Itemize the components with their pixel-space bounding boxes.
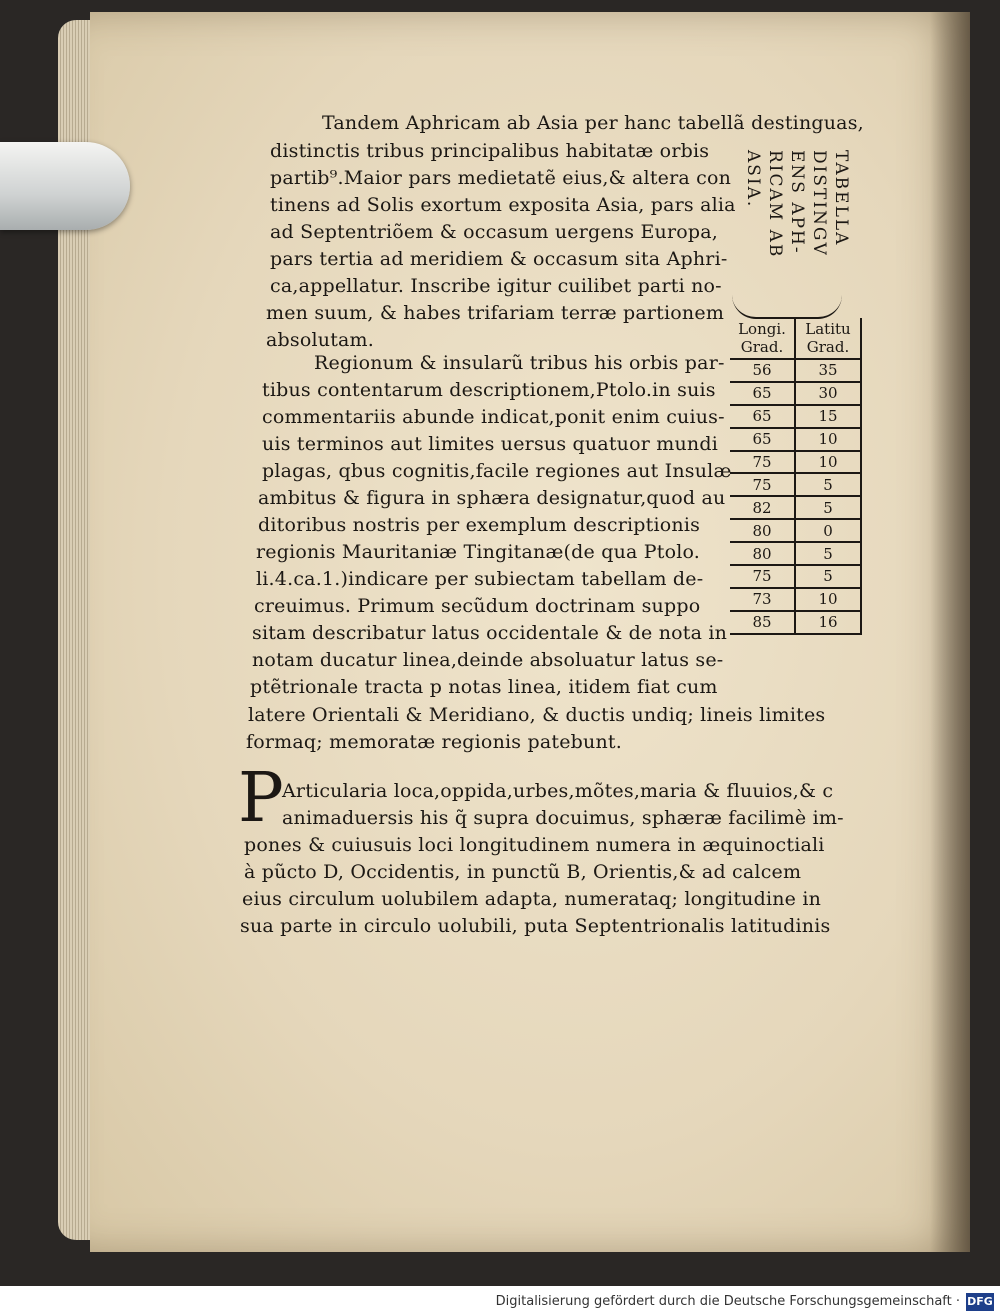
table-row xyxy=(730,451,861,474)
latitude-cell: 0 xyxy=(795,519,861,542)
text-line: tinens ad Solis exortum exposita Asia, pars alia xyxy=(270,194,736,216)
table-header-row xyxy=(730,318,861,359)
latitude-cell: 5 xyxy=(795,473,861,496)
funding-credit: Digitalisierung gefördert durch die Deutsche Forschungsgemeinschaft · xyxy=(495,1294,960,1309)
text-line: men suum, & habes trifariam terræ partionem xyxy=(266,302,725,324)
book-gutter xyxy=(930,12,970,1252)
latitude-cell: 5 xyxy=(795,565,861,588)
longitude-cell: 73 xyxy=(730,588,795,611)
text-line: ambitus & figura in sphæra designatur,quod au xyxy=(258,487,726,509)
longitude-cell: 75 xyxy=(730,451,795,474)
side-title xyxy=(742,150,852,258)
header-unit: Grad. xyxy=(806,338,850,356)
longitude-cell: 82 xyxy=(730,496,795,519)
text-line: commentariis abunde indicat,ponit enim cuius- xyxy=(262,406,725,428)
text-line: pars tertia ad meridiem & occasum sita Aphri- xyxy=(270,248,728,270)
header-label: Latitu xyxy=(805,320,851,338)
text-line: animaduersis his q̃ supra docuimus, sphæræ facilimè im- xyxy=(282,807,844,829)
page-clip xyxy=(0,142,130,230)
latitude-cell: 16 xyxy=(795,611,861,634)
text-line: uis terminos aut limites uersus quatuor mundi xyxy=(262,433,719,455)
latitude-cell: 10 xyxy=(795,588,861,611)
latitude-cell: 15 xyxy=(795,405,861,428)
side-title-line: ENS APH- xyxy=(787,150,807,255)
text-line: li.4.ca.1.)indicare per subiectam tabellam de- xyxy=(256,568,704,590)
brace xyxy=(732,295,842,319)
longitude-cell: 65 xyxy=(730,428,795,451)
text-line: eius circulum uolubilem adapta, numerataq; longitudine in xyxy=(242,888,822,910)
dfg-logo: DFG xyxy=(966,1293,994,1311)
text-line: notam ducatur linea,deinde absoluatur latus se- xyxy=(252,649,724,671)
text-line: absolutam. xyxy=(266,329,375,351)
text-line: ditoribus nostris per exemplum descriptionis xyxy=(258,514,701,536)
table-row xyxy=(730,542,861,565)
text-line: latere Orientali & Meridiano, & ductis undiq; lineis limites xyxy=(248,704,826,726)
footer-bar xyxy=(0,1286,1000,1316)
longitude-cell: 65 xyxy=(730,382,795,405)
latitude-cell: 10 xyxy=(795,428,861,451)
latitude-cell: 5 xyxy=(795,542,861,565)
column-header-longitude xyxy=(730,318,795,359)
coordinate-table xyxy=(730,318,862,635)
longitude-cell: 85 xyxy=(730,611,795,634)
table-row xyxy=(730,611,861,634)
text-line: sitam describatur latus occidentale & de nota in xyxy=(252,622,728,644)
text-line: creuimus. Primum secũdum doctrinam suppo xyxy=(254,595,701,617)
column-header-latitude xyxy=(795,318,861,359)
text-line: ca,appellatur. Inscribe igitur cuilibet parti no- xyxy=(270,275,722,297)
latitude-cell: 10 xyxy=(795,451,861,474)
text-line: Articularia loca,oppida,urbes,mõtes,maria & fluuios,& c xyxy=(282,780,834,802)
table-row xyxy=(730,565,861,588)
longitude-cell: 56 xyxy=(730,359,795,382)
side-title-line: TABELLA xyxy=(831,150,851,247)
longitude-cell: 65 xyxy=(730,405,795,428)
header-label: Longi. xyxy=(738,320,786,338)
table-row xyxy=(730,588,861,611)
text-line: plagas, qbus cognitis,facile regiones aut Insulæ xyxy=(262,460,732,482)
table-row xyxy=(730,519,861,542)
side-title-line: DISTINGV xyxy=(809,150,829,257)
latitude-cell: 5 xyxy=(795,496,861,519)
table-row xyxy=(730,473,861,496)
text-line: partib⁹.Maior pars medietatẽ eius,& altera con xyxy=(270,167,732,189)
text-line: à pũcto D, Occidentis, in punctũ B, Orientis,& ad calcem xyxy=(244,861,802,883)
latitude-cell: 30 xyxy=(795,382,861,405)
text-line: pones & cuiusuis loci longitudinem numera in æquinoctiali xyxy=(244,834,825,856)
text-line: tibus contentarum descriptionem,Ptolo.in suis xyxy=(262,379,716,401)
text-line: ptẽtrionale tracta p notas linea, itidem fiat cum xyxy=(250,676,718,698)
text-line: Regionum & insularũ tribus his orbis par- xyxy=(314,352,725,374)
table-row xyxy=(730,405,861,428)
text-line: ad Septentriõem & occasum uergens Europa, xyxy=(270,221,719,243)
latitude-cell: 35 xyxy=(795,359,861,382)
longitude-cell: 80 xyxy=(730,519,795,542)
text-line: distinctis tribus principalibus habitatæ orbis xyxy=(270,140,710,162)
table-row xyxy=(730,428,861,451)
table-row xyxy=(730,496,861,519)
drop-cap: P xyxy=(238,759,284,838)
side-title-line: RICAM AB xyxy=(765,150,785,259)
table-row xyxy=(730,382,861,405)
longitude-cell: 75 xyxy=(730,473,795,496)
text-line: Tandem Aphricam ab Asia per hanc tabellã destinguas, xyxy=(322,112,864,134)
longitude-cell: 75 xyxy=(730,565,795,588)
side-title-line: ASIA. xyxy=(743,150,763,209)
header-unit: Grad. xyxy=(740,338,784,356)
longitude-cell: 80 xyxy=(730,542,795,565)
table-row xyxy=(730,359,861,382)
text-line: sua parte in circulo uolubili, puta Septentrionalis latitudinis xyxy=(240,915,831,937)
text-line: formaq; memoratæ regionis patebunt. xyxy=(246,731,622,753)
text-line: regionis Mauritaniæ Tingitanæ(de qua Ptolo. xyxy=(256,541,701,563)
